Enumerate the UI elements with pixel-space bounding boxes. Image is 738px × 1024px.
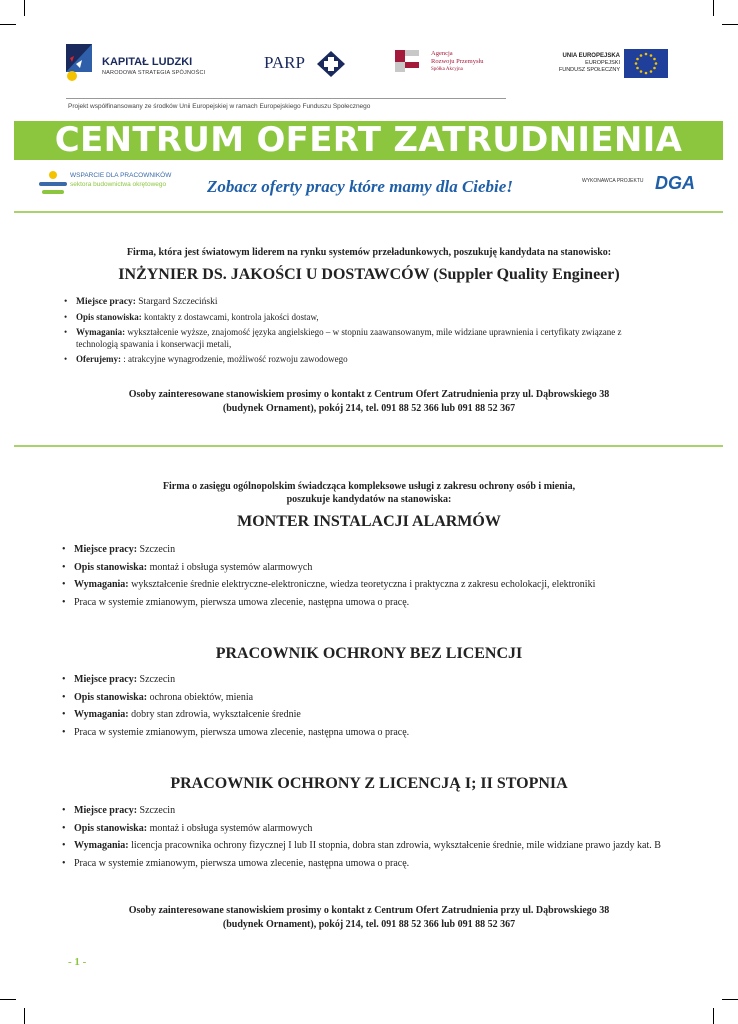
- position-title: MONTER INSTALACJI ALARMÓW: [237, 513, 501, 530]
- ue-text: [548, 53, 620, 74]
- position-title: PRACOWNIK OCHRONY Z LICENCJĄ I; II STOPNIA: [170, 775, 568, 792]
- contact-line: Osoby zainteresowane stanowiskiem prosimy o kontakt z Centrum Ofert Zatrudnienia przy ul. Dąbrowskiego 38: [128, 389, 610, 400]
- crop-mark: [0, 999, 16, 1000]
- crop-mark: [713, 1008, 714, 1024]
- list-item: • Miejsce pracy: Szczecin: [62, 673, 702, 686]
- wsparcie-logo: [38, 170, 188, 200]
- eu-flag-icon: [624, 49, 668, 78]
- arp-text: [431, 50, 484, 74]
- kapital-ludzki-title: KAPITAŁ LUDZKI: [102, 56, 193, 68]
- ue-line3: FUNDUSZ SPOŁECZNY: [558, 67, 620, 73]
- ue-line2: EUROPEJSKI: [585, 60, 620, 66]
- tagline: Zobacz oferty pracy które mamy dla Ciebie!: [207, 177, 513, 196]
- position-details: [62, 543, 702, 613]
- kapital-ludzki-logo: [62, 42, 212, 84]
- title-banner: [14, 121, 723, 160]
- crop-mark: [713, 0, 714, 16]
- crop-mark: [722, 999, 738, 1000]
- intro-line: Firma o zasięgu ogólnopolskim świadcząca kompleksowe usługi z zakresu ochrony osób i mienia,: [162, 481, 576, 492]
- list-item: • Miejsce pracy: Stargard Szczeciński: [64, 296, 654, 308]
- crop-mark: [722, 24, 738, 25]
- crop-mark: [24, 1008, 25, 1024]
- parp-logo: [264, 50, 354, 78]
- offer1-details: [64, 296, 654, 368]
- arp-line1: Agencja: [431, 50, 453, 57]
- header-rule: [66, 98, 506, 99]
- list-item: • Opis stanowiska: montaż i obsługa systemów alarmowych: [62, 822, 672, 835]
- parp-text: PARP: [264, 53, 305, 72]
- divider: [14, 211, 723, 213]
- page-number: - 1 -: [68, 956, 87, 968]
- list-item: • Wymagania: wykształcenie średnie elektryczne-elektroniczne, wiedza teoretyczna i praktyczna z zakresu echolokacji, elektroniki: [62, 578, 702, 591]
- contact-line: Osoby zainteresowane stanowiskiem prosimy o kontakt z Centrum Ofert Zatrudnienia przy ul. Dąbrowskiego 38: [128, 905, 610, 916]
- arp-line2: Rozwoju Przemysłu: [431, 58, 484, 65]
- crop-mark: [0, 24, 16, 25]
- position-title: PRACOWNIK OCHRONY BEZ LICENCJI: [215, 645, 523, 662]
- intro-line: poszukuje kandydatów na stanowiska:: [286, 494, 452, 505]
- contact-line: (budynek Ornament), pokój 214, tel. 091 88 52 366 lub 091 88 52 367: [222, 919, 516, 930]
- list-item: • Oferujemy: : atrakcyjne wynagrodzenie, możliwość rozwoju zawodowego: [64, 353, 654, 365]
- contact-line: (budynek Ornament), pokój 214, tel. 091 88 52 366 lub 091 88 52 367: [222, 403, 516, 414]
- list-item: • Opis stanowiska: ochrona obiektów, mienia: [62, 691, 702, 704]
- list-item: • Wymagania: wykształcenie wyższe, znajomość języka angielskiego – w stopniu zaawansowanym, mile widziane uprawnienia i certyfikaty związane z technologią spawania i konserwacji metali,: [64, 326, 654, 350]
- page-title: CENTRUM OFERT ZATRUDNIENIA: [54, 120, 683, 160]
- offer2-contact: [40, 904, 698, 932]
- list-item: • Miejsce pracy: Szczecin: [62, 543, 702, 556]
- list-item: • Wymagania: dobry stan zdrowia, wykształcenie średnie: [62, 708, 702, 721]
- parp-arrows-icon: [316, 50, 346, 78]
- position-details: [62, 804, 672, 874]
- arp-logo: [393, 46, 513, 78]
- project-note: Projekt współfinansowany ze środków Unii Europejskiej w ramach Europejskiego Funduszu Społecznego: [68, 103, 371, 110]
- wsparcie-line1: WSPARCIE DLA PRACOWNIKÓW: [70, 172, 172, 179]
- ue-logo: [548, 49, 670, 79]
- dga-logo: DGA: [655, 173, 695, 193]
- list-item: • Praca w systemie zmianowym, pierwsza umowa zlecenie, następna umowa o pracę.: [62, 726, 702, 739]
- offer1-intro: Firma, która jest światowym liderem na rynku systemów przeładunkowych, poszukuję kandydata na stanowisko:: [126, 247, 612, 258]
- list-item: • Praca w systemie zmianowym, pierwsza umowa zlecenie, następna umowa o pracę.: [62, 857, 672, 870]
- offer2-intro: [40, 480, 698, 506]
- crop-mark: [24, 0, 25, 16]
- offer1-title: INŻYNIER DS. JAKOŚCI U DOSTAWCÓW (Suppler Quality Engineer): [118, 266, 620, 283]
- wsparcie-emblem-icon: [38, 170, 68, 198]
- position-details: [62, 673, 702, 743]
- wykonawca-label: WYKONAWCA PROJEKTU: [582, 178, 644, 184]
- arp-line3: Spółka Akcyjna: [431, 67, 463, 72]
- ue-line1: UNIA EUROPEJSKA: [562, 53, 620, 59]
- divider: [14, 445, 723, 447]
- list-item: • Praca w systemie zmianowym, pierwsza umowa zlecenie, następna umowa o pracę.: [62, 596, 702, 609]
- list-item: • Wymagania: licencja pracownika ochrony fizycznej I lub II stopnia, dobra stan zdrowia, wykształcenie średnie, mile widziane prawo jazdy kat. B: [62, 839, 672, 852]
- list-item: • Miejsce pracy: Szczecin: [62, 804, 672, 817]
- list-item: • Opis stanowiska: kontakty z dostawcami, kontrola jakości dostaw,: [64, 311, 654, 323]
- wsparcie-line2: sektora budownictwa okrętowego: [70, 181, 167, 188]
- list-item: • Opis stanowiska: montaż i obsługa systemów alarmowych: [62, 561, 702, 574]
- arp-emblem-icon: [393, 46, 427, 76]
- kapital-ludzki-subtitle: NARODOWA STRATEGIA SPÓJNOŚCI: [102, 70, 206, 76]
- offer1-contact: [40, 388, 698, 416]
- kapital-ludzki-emblem-icon: [62, 42, 96, 84]
